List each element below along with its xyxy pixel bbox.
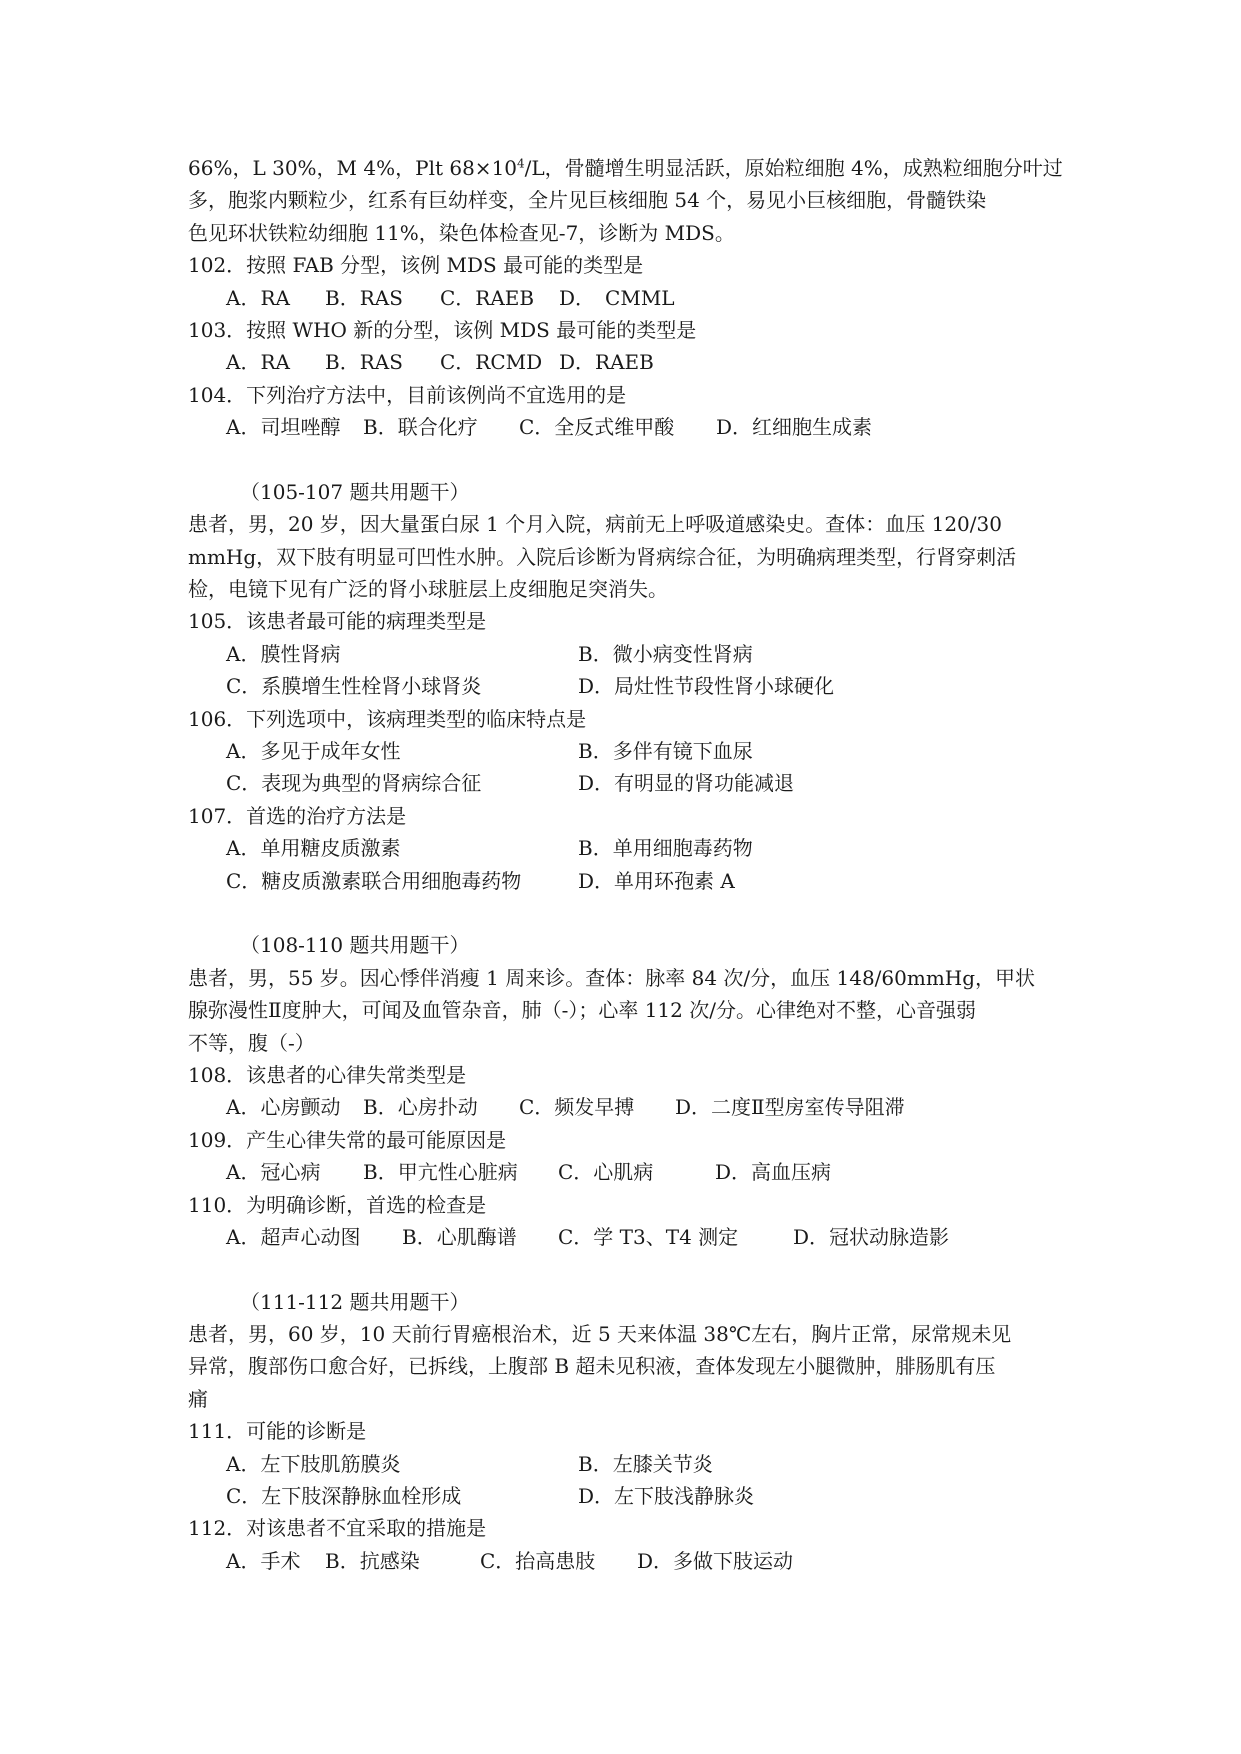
question-103-options [188, 346, 1058, 378]
question-106-options-row-2 [188, 767, 1058, 799]
option-a: A．RA [226, 285, 290, 310]
option-d: D．红细胞生成素 [716, 415, 873, 440]
question-107-stem: 107．首选的治疗方法是 [188, 803, 407, 828]
option-c: C．左下肢深静脉血栓形成 [226, 1484, 462, 1509]
option-b: B．抗感染 [325, 1548, 420, 1573]
section-gap [188, 1253, 1058, 1285]
option-b: B．心肌酶谱 [402, 1224, 517, 1249]
option-a: A．司坦唑醇 [226, 415, 341, 440]
intro-line-3: 色见环状铁粒幼细胞 11%，染色体检查见-7，诊断为 MDS。 [188, 220, 735, 245]
option-a: A．超声心动图 [226, 1224, 361, 1249]
option-b: B．单用细胞毒药物 [578, 836, 753, 861]
question-102-stem: 102．按照 FAB 分型，该例 MDS 最可能的类型是 [188, 253, 644, 278]
question-107-options-row-1 [188, 832, 1058, 864]
section-111-112-heading: （111-112 题共用题干） [240, 1289, 470, 1314]
question-102-options [188, 282, 1058, 314]
case-108-line-1: 患者，男，55 岁。因心悸伴消瘦 1 周来诊。查体：脉率 84 次/分，血压 148/60mmHg，甲状 [188, 965, 1036, 990]
question-105-stem: 105．该患者最可能的病理类型是 [188, 609, 487, 634]
option-d: D．多做下肢运动 [637, 1548, 794, 1573]
question-106-stem: 106．下列选项中，该病理类型的临床特点是 [188, 706, 587, 731]
case-105-line-1: 患者，男，20 岁，因大量蛋白尿 1 个月入院，病前无上呼吸道感染史。查体：血压 120/30 [188, 512, 1002, 537]
option-c: C．系膜增生性栓肾小球肾炎 [226, 674, 482, 699]
option-a: A．RA [226, 350, 290, 375]
question-104-options [188, 411, 1058, 443]
option-c: C．抬高患肢 [480, 1548, 596, 1573]
option-d: D．局灶性节段性肾小球硬化 [578, 674, 835, 699]
option-c: C．RAEB [440, 285, 535, 310]
question-104-stem: 104．下列治疗方法中，目前该例尚不宜选用的是 [188, 382, 627, 407]
document-page [188, 152, 1063, 1577]
option-d: D．二度Ⅱ型房室传导阻滞 [675, 1095, 905, 1120]
question-107-options-row-2 [188, 865, 1058, 897]
question-110-stem: 110．为明确诊断，首选的检查是 [188, 1192, 487, 1217]
question-112-options [188, 1545, 1058, 1577]
question-108-stem: 108．该患者的心律失常类型是 [188, 1062, 467, 1087]
option-a: A．冠心病 [226, 1160, 321, 1185]
option-a: A．心房颤动 [226, 1095, 341, 1120]
option-b: B．甲亢性心脏病 [363, 1160, 518, 1185]
option-d: D．高血压病 [715, 1160, 832, 1185]
question-105-options-row-2 [188, 670, 1058, 702]
option-b: B．RAS [325, 350, 403, 375]
question-108-options [188, 1091, 1058, 1123]
option-a: A．左下肢肌筋膜炎 [226, 1451, 401, 1476]
question-110-options [188, 1221, 1058, 1253]
question-111-options-row-1 [188, 1448, 1058, 1480]
case-105-line-2: mmHg，双下肢有明显可凹性水肿。入院后诊断为肾病综合征，为明确病理类型，行肾穿刺活 [188, 544, 1017, 569]
section-gap [188, 444, 1058, 476]
question-105-options-row-1 [188, 638, 1058, 670]
option-d: D． CMML [559, 285, 675, 310]
intro-line-1: 66%，L 30%，M 4%，Plt $68\times 10^4/L$，骨髓增生明显活跃，原始粒细胞 4%，成熟粒细胞分叶过 [188, 156, 1063, 180]
option-c: C．频发早搏 [519, 1095, 635, 1120]
option-b: B．微小病变性肾病 [578, 641, 753, 666]
question-109-options [188, 1156, 1058, 1188]
option-b: B．联合化疗 [363, 415, 478, 440]
option-d: D．RAEB [559, 350, 654, 375]
case-108-line-3: 不等，腹（-） [188, 1030, 315, 1055]
option-b: B．RAS [325, 285, 403, 310]
option-a: A．膜性肾病 [226, 641, 341, 666]
option-d: D．有明显的肾功能减退 [578, 771, 795, 796]
intro-line-2: 多，胞浆内颗粒少，红系有巨幼样变，全片见巨核细胞 54 个，易见小巨核细胞，骨髓铁染 [188, 188, 987, 213]
option-d: D．左下肢浅静脉炎 [578, 1484, 755, 1509]
question-111-stem: 111．可能的诊断是 [188, 1419, 367, 1444]
section-108-110-heading: （108-110 题共用题干） [240, 933, 470, 958]
option-a: A．手术 [226, 1548, 301, 1573]
option-b: B．左膝关节炎 [578, 1451, 713, 1476]
question-109-stem: 109．产生心律失常的最可能原因是 [188, 1127, 507, 1152]
question-111-options-row-2 [188, 1480, 1058, 1512]
option-b: B．多伴有镜下血尿 [578, 739, 753, 764]
option-c: C．学 T3、T4 测定 [558, 1224, 739, 1249]
option-c: C．糖皮质激素联合用细胞毒药物 [226, 868, 522, 893]
option-a: A．多见于成年女性 [226, 739, 401, 764]
option-d: D．冠状动脉造影 [793, 1224, 950, 1249]
case-105-line-3: 检，电镜下见有广泛的肾小球脏层上皮细胞足突消失。 [188, 577, 668, 602]
section-gap [188, 897, 1058, 929]
case-111-line-3: 痛 [188, 1386, 208, 1411]
case-108-line-2: 腺弥漫性Ⅱ度肿大，可闻及血管杂音，肺（-）；心率 112 次/分。心律绝对不整，心音强弱 [188, 998, 976, 1023]
option-b: B．心房扑动 [363, 1095, 478, 1120]
question-112-stem: 112．对该患者不宜采取的措施是 [188, 1516, 487, 1541]
option-c: C．全反式维甲酸 [519, 415, 675, 440]
option-c: C．心肌病 [558, 1160, 654, 1185]
option-d: D．单用环孢素 A [578, 868, 735, 893]
question-103-stem: 103．按照 WHO 新的分型，该例 MDS 最可能的类型是 [188, 317, 697, 342]
section-105-107-heading: （105-107 题共用题干） [240, 479, 470, 504]
option-c: C．表现为典型的肾病综合征 [226, 771, 482, 796]
case-111-line-2: 异常，腹部伤口愈合好，已拆线，上腹部 B 超未见积液，查体发现左小腿微肿，腓肠肌有压 [188, 1354, 996, 1379]
option-c: C．RCMD [440, 350, 543, 375]
option-a: A．单用糖皮质激素 [226, 836, 401, 861]
question-106-options-row-1 [188, 735, 1058, 767]
case-111-line-1: 患者，男，60 岁，10 天前行胃癌根治术，近 5 天来体温 38℃左右，胸片正常，尿常规未见 [188, 1322, 1012, 1347]
